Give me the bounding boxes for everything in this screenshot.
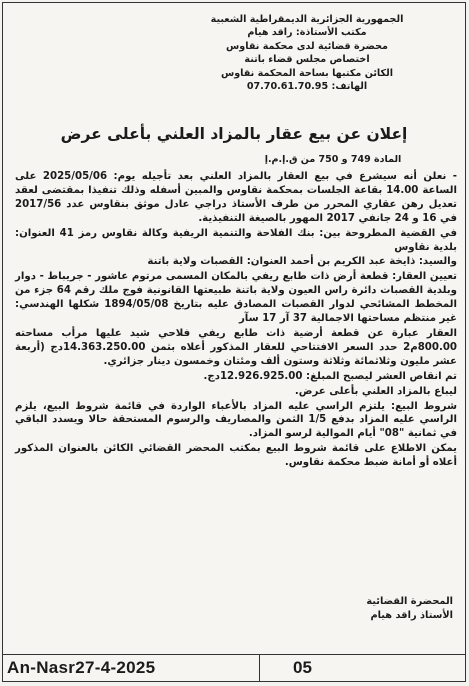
announcement-body (15, 170, 457, 471)
header-address: الكائن مكتبها بساحة المحكمة نقاوس (220, 67, 394, 79)
header-office: مكتب الأستاذة: راقد هيام (247, 27, 367, 39)
property-price-paragraph: العقار عبارة عن قطعة أرضية ذات طابع ريفي فلاحي شيد عليها مرأب مساحته 800.00م2 حدد السعر الافتتاحي للعقار المذكور أعلاه بثمن 14.363.250.00دج (أربعة عشر مليون وثلاثمائة وثلاثة وستون ألف ومئتان وخمسون دينار جزائري. (15, 327, 457, 367)
sale-method-paragraph: ليباع بالمزاد العلني بأعلى عرض. (294, 385, 457, 397)
sale-conditions-paragraph: شروط البيع: يلتزم الراسي عليه المزاد بالأعباء الواردة في قائمة شروط البيع، يلزم الراسي عليه المزاد بدفع 1/5 الثمن والمصاريف والرسوم المستحقة حالا ويسدد الباقي في ثمانية "08" أيام الموالية لرسو المزاد. (15, 400, 457, 440)
legal-article-reference: المادة 749 و 750 من ق.إ.م.إ (264, 154, 402, 165)
signature-block (366, 595, 453, 623)
parties-plaintiff-paragraph: في القضية المطروحة بين: بنك الفلاحة والتنمية الريفية وكالة نقاوس رمز 41 العنوان: بلدية نقاوس (15, 227, 457, 253)
header-phone: الهاتف: 07.70.61.70.95 (246, 81, 368, 93)
property-designation-paragraph: تعيين العقار: قطعة أرض ذات طابع ريفي بالمكان المسمى مرتوم عاشور - جريباط - دوار وبلدية القصبات دائرة راس العيون ولاية باتنة طبيعتها القانونية فوج ملك رقم 64 جزء من المخطط المشائحي لدوار القصبات المصادق عليه بتاريخ 1894/05/08 شكلها الهندسي: غير منتظم مساحتها الاجمالية 37 آر 17 سآر (15, 271, 457, 325)
signature-title: المحضرة القضائية (366, 596, 453, 607)
reduced-price-paragraph: تم انقاص العشر ليصبح المبلغ: 12.926.925.00دج. (203, 370, 457, 382)
signature-name: الأستاذ راقد هيام (370, 610, 453, 621)
announcement-title: إعلان عن بيع عقار بالمزاد العلني بأعلى عرض (60, 125, 408, 143)
announcement-page (2, 2, 466, 682)
page-footer (3, 654, 465, 681)
header-country: الجمهورية الجزائرية الديمقراطية الشعبية (210, 14, 404, 25)
header-jurisdiction: اختصاص مجلس قضاء باتنة (244, 54, 370, 66)
header-bailiff-court: محضرة قضائية لدى محكمة نقاوس (226, 40, 388, 52)
auction-date-paragraph: - نعلن أنه سيشرع في بيع العقار بالمزاد العلني بعد تأجيله يوم: 2025/05/06 على الساعة 14.00 بقاعة الجلسات بمحكمة نقاوس والمبين أسفله وذلك تنفيذا بمقتضى لعقد تعديل رهن عقاري المحرر من طرف الأستاذ دراجي عادل موثق بنقاوس عدد 2017/56 في 16 و 24 جانفي 2017 المهور بالصيغة التنفيذية. (15, 171, 457, 224)
parties-defendant-paragraph: والسيد: ذايخة عبد الكريم بن أحمد العنوان: القصبات ولاية باتنة (147, 256, 457, 268)
consultation-paragraph: يمكن الاطلاع على قائمة شروط البيع بمكتب المحضر القضائي الكائن بالعنوان المذكور أعلاه أو أمانة ضبط محكمة نقاوس. (15, 443, 457, 469)
bailiff-office-header (153, 13, 461, 93)
page-number: 05 (293, 658, 312, 677)
publication-date: An-Nasr27-4-2025 (3, 655, 260, 681)
